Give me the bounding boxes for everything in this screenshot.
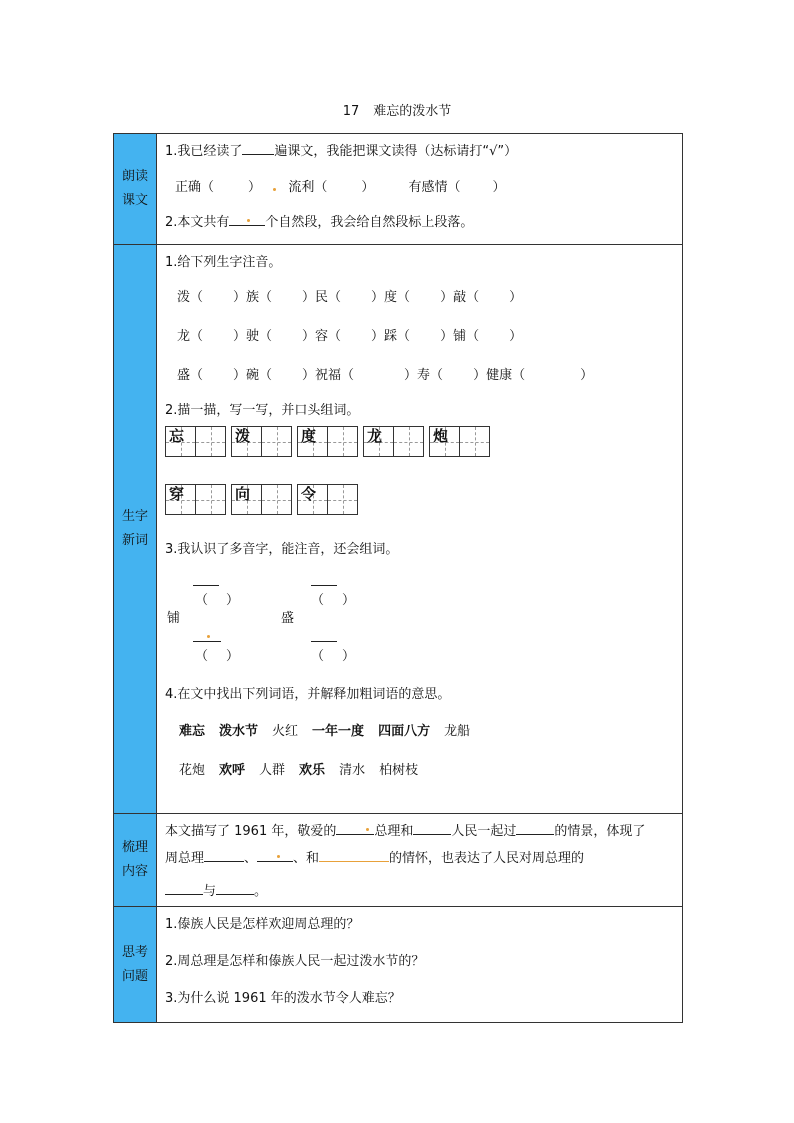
writing-grid-row-2: 穿 向 令 <box>165 484 682 516</box>
page-title <box>0 100 794 119</box>
vocab-word: 欢呼 <box>219 763 246 778</box>
pinyin-row-1: 泼（ ）族（ ）民（ ）度（ ）敲（ ） <box>177 290 523 305</box>
vocab-word: 花炮 <box>179 763 206 778</box>
vocab-word: 泼水节 <box>219 724 259 739</box>
summary-line-2: 周总理 、 、和 的情怀，也表达了人民对周总理的 <box>165 851 585 866</box>
thinking-q2: 2.周总理是怎样和傣族人民一起过泼水节的？ <box>165 954 425 969</box>
summary-line-1: 本文描写了 1961 年，敬爱的 总理和 人民一起过 的情景，体现了 <box>165 824 646 839</box>
lesson-title: 难忘的泼水节 <box>373 104 452 119</box>
words-q4: 4.在文中找出下列词语，并解释加粗词语的意思。 <box>165 687 451 702</box>
vocab-word: 四面八方 <box>378 724 431 739</box>
pinyin-row-2: 龙（ ）驶（ ）容（ ）踩（ ）铺（ ） <box>177 329 523 344</box>
poly1-word-blank-1[interactable] <box>193 573 219 586</box>
reading-line-2: 正确（ ） 流利（ ） 有感情（ ） <box>175 180 506 195</box>
poly1-pinyin-1: （ ） <box>195 593 240 608</box>
vocab-word: 清水 <box>339 763 366 778</box>
words-q1: 1.给下列生字注音。 <box>165 255 282 270</box>
section-label-words: 生字 新词 <box>114 245 157 814</box>
words-q2: 2.描一描，写一写，并口头组词。 <box>165 403 360 418</box>
poly2-pinyin-2: （ ） <box>311 649 356 664</box>
poly2-word-blank-2[interactable] <box>311 629 337 642</box>
reading-line-3: 2.本文共有 个自然段，我会给自然段标上段落。 <box>165 215 474 230</box>
summary-line-3: 与 。 <box>165 880 682 899</box>
vocab-word: 难忘 <box>179 724 206 739</box>
worksheet-table <box>113 133 683 1023</box>
vocab-word: 人群 <box>259 763 286 778</box>
section-label-reading: 朗读 课文 <box>114 134 157 245</box>
polyphone-block <box>165 563 682 673</box>
lesson-number: 17 <box>342 104 360 119</box>
words-q3: 3.我认识了多音字，能注音，还会组词。 <box>165 542 399 557</box>
poly2-char: 盛 <box>281 611 295 626</box>
section-words <box>157 245 683 814</box>
thinking-q1: 1.傣族人民是怎样欢迎周总理的？ <box>165 917 360 932</box>
poly2-pinyin-1: （ ） <box>311 593 356 608</box>
section-label-thinking: 思考 问题 <box>114 907 157 1023</box>
vocab-word: 柏树枝 <box>379 763 419 778</box>
vocab-word: 一年一度 <box>312 724 365 739</box>
poly1-word-blank-2[interactable] <box>193 629 221 642</box>
poly2-word-blank-1[interactable] <box>311 573 337 586</box>
vocab-row-2 <box>165 759 682 778</box>
poly1-char: 铺 <box>167 611 181 626</box>
mark-dot <box>273 188 276 191</box>
vocab-word: 欢乐 <box>299 763 326 778</box>
pinyin-row-3: 盛（ ）碗（ ）祝福（ ）寿（ ）健康（ ） <box>177 368 594 383</box>
paragraph-count-blank[interactable] <box>229 213 265 226</box>
read-count-blank[interactable] <box>242 142 274 155</box>
vocab-word: 火红 <box>272 724 299 739</box>
section-label-summary: 梳理 内容 <box>114 814 157 907</box>
section-summary <box>157 814 683 907</box>
section-reading <box>157 134 683 245</box>
poly1-pinyin-2: （ ） <box>195 649 240 664</box>
writing-grid-row-1: 忘 泼 度 龙 炮 <box>165 426 682 458</box>
reading-line-1: 1.我已经读了 遍课文，我能把课文读得（达标请打“√”） <box>165 144 518 159</box>
section-thinking <box>157 907 683 1023</box>
vocab-word: 龙船 <box>444 724 471 739</box>
thinking-q3: 3.为什么说 1961 年的泼水节令人难忘？ <box>165 991 401 1006</box>
vocab-row-1 <box>165 720 682 739</box>
